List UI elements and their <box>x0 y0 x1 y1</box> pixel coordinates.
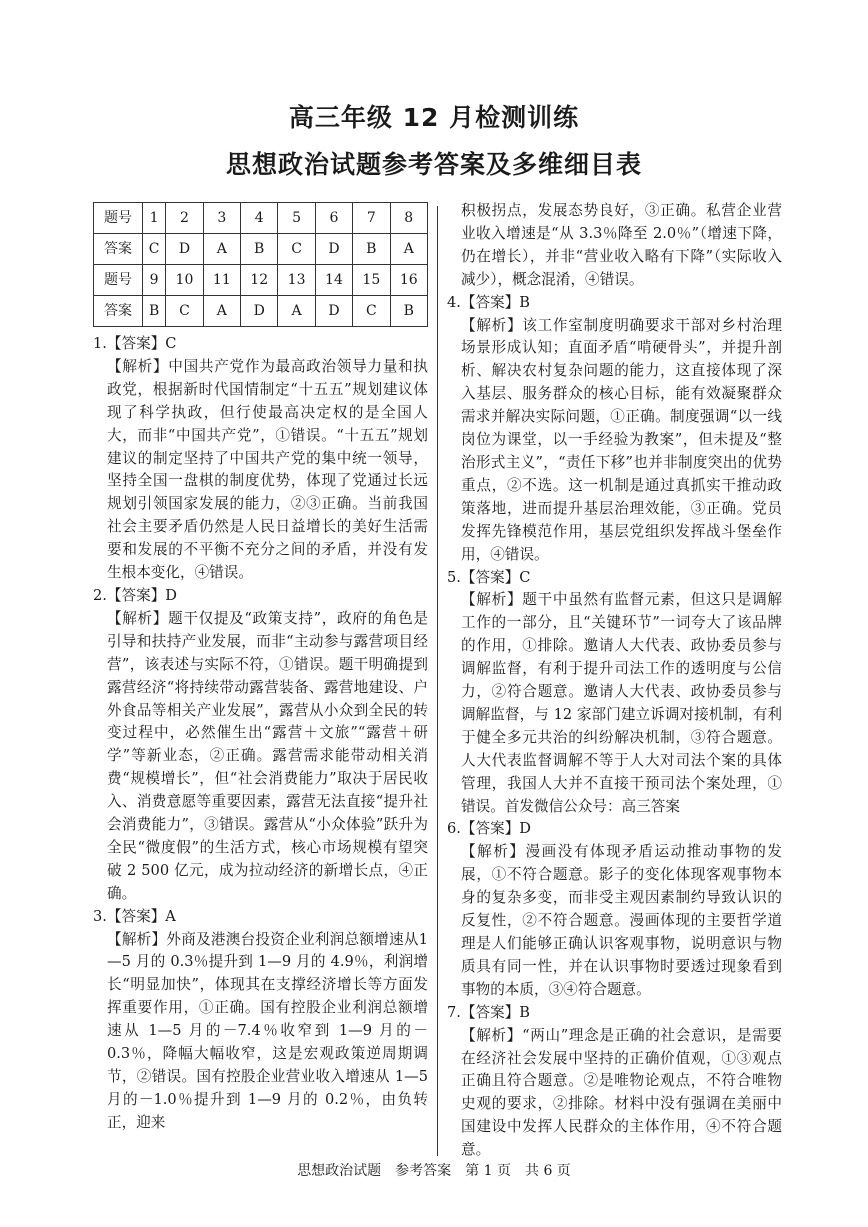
answer-analysis-continued: 积极拐点，发展态势良好，③正确。私营企业营业收入增速是“从 3.3％降至 2.0％”（增速下降，仍在增长），并非“营业收入略有下降”（实际收入减少），概念混淆，④错误。 <box>461 202 782 288</box>
table-cell: 13 <box>278 265 315 296</box>
answer-item <box>447 818 782 1001</box>
table-cell: 16 <box>390 265 427 296</box>
answer-analysis: 【解析】“两山”理念是正确的社会意识，是需要在经济社会发展中坚持的正确价值观，①③观点正确且符合题意。②是唯物论观点，不符合唯物史观的要求，②排除。材料中没有强调在美丽中国建设中发挥人民群众的主体作用，④不符合题意。 <box>461 1026 782 1159</box>
answer-heading: 6.【答案】D <box>447 820 531 838</box>
answer-analysis: 【解析】题干中虽然有监督元素，但这只是调解工作的一部分，且“关键环节”一词夸大了该品牌的作用，①排除。邀请人大代表、政协委员参与调解监督，有利于提升司法工作的透明度与公信力，②符合题意。邀请人大代表、政协委员参与调解监督，与 12 家部门建立诉调对接机制，有利于健全多元共治的纠纷解决机制，③符合题意。人大代表监督调解不等于人大对司法个案的具体管理，我国人大并不直接干预司法个案处理，①错误。首发微信公众号：高三答案 <box>461 591 782 815</box>
table-cell: A <box>203 296 240 327</box>
table-row <box>94 296 428 327</box>
table-cell: A <box>278 296 315 327</box>
table-cell: 2 <box>166 203 203 234</box>
answer-analysis: 【解析】中国共产党作为最高政治领导力量和执政党，根据新时代国情制定“十五五”规划建议体现了科学执政，但行使最高决定权的是全国人大，而非“中国共产党”，①错误。“十五五”规划建议的制定坚持了中国共产党的集中统一领导，坚持全国一盘棋的制度优势，体现了党通过长远规划引领国家发展的能力，②③正确。当前我国社会主要矛盾仍然是人民日益增长的美好生活需要和发展的不平衡不充分之间的矛盾，并没有发生根本变化，④错误。 <box>107 357 428 582</box>
answer-item <box>447 567 782 819</box>
answer-heading: 4.【答案】B <box>447 293 531 311</box>
table-cell: A <box>390 234 427 265</box>
table-cell: D <box>166 234 203 265</box>
table-cell: D <box>241 296 278 327</box>
table-cell: B <box>143 296 166 327</box>
answer-item <box>447 1002 782 1162</box>
table-row <box>94 203 428 234</box>
table-cell: C <box>166 296 203 327</box>
table-cell: C <box>143 234 166 265</box>
answer-analysis: 【解析】漫画没有体现矛盾运动推动事物的发展，①不符合题意。影子的变化体现客观事物本身的复杂多变，而非受主观因素制约导致认识的反复性，②不符合题意。漫画体现的主要哲学道理是人们能够正确认识客观事物，说明意识与物质具有同一性，并在认识事物时要透过现象看到事物的本质，③④符合题意。 <box>461 843 782 998</box>
table-cell: D <box>315 296 352 327</box>
table-cell: B <box>390 296 427 327</box>
table-cell: C <box>278 234 315 265</box>
answer-heading: 1.【答案】C <box>93 335 177 352</box>
answer-heading: 2.【答案】D <box>93 586 177 604</box>
table-cell: B <box>353 234 390 265</box>
table-cell: 14 <box>315 265 352 296</box>
row-label: 答案 <box>94 234 143 265</box>
table-cell: 1 <box>143 203 166 234</box>
answer-heading: 5.【答案】C <box>447 568 531 586</box>
answer-item <box>447 200 782 292</box>
table-cell: D <box>315 234 352 265</box>
row-label: 答案 <box>94 296 143 327</box>
left-column <box>93 200 428 1135</box>
answer-heading: 7.【答案】B <box>447 1003 531 1021</box>
table-cell: 11 <box>203 265 240 296</box>
table-cell: 15 <box>353 265 390 296</box>
right-column <box>447 200 782 1162</box>
table-cell: 3 <box>203 203 240 234</box>
table-row <box>94 265 428 296</box>
answer-item <box>93 585 428 906</box>
table-cell: 4 <box>241 203 278 234</box>
answer-analysis: 【解析】题干仅提及“政策支持”，政府的角色是引导和扶持产业发展，而非“主动参与露营项目经营”，该表述与实际不符，①错误。题干明确提到露营经济“将持续带动露营装备、露营地建设、户外食品等相关产业发展”，露营从小众到全民的转变过程中，必然催生出“露营＋文旅”“露营＋研学”等新业态，②正确。露营需求能带动相关消费“规模增长”，但“社会消费能力”取决于居民收入、消费意愿等重要因素，露营无法直接“提升社会消费能力”，③错误。露营从“小众体验”跃升为全民“微度假”的生活方式，核心市场规模有望突破 2 500 亿元，成为拉动经济的新增长点，④正确。 <box>107 609 428 902</box>
answer-table <box>93 202 428 327</box>
table-cell: 12 <box>241 265 278 296</box>
page-title: 高三年级 12 月检测训练 <box>288 103 580 132</box>
column-divider <box>437 206 438 1156</box>
table-cell: C <box>353 296 390 327</box>
page-subtitle: 思想政治试题参考答案及多维细目表 <box>225 150 642 179</box>
table-cell: A <box>203 234 240 265</box>
table-cell: 8 <box>390 203 427 234</box>
row-label: 题号 <box>94 265 143 296</box>
answer-item <box>447 292 782 567</box>
answer-heading: 3.【答案】A <box>93 907 176 925</box>
page-footer: 思想政治试题 参考答案 第 1 页 共 6 页 <box>297 1163 571 1179</box>
table-cell: 9 <box>143 265 166 296</box>
table-cell: B <box>241 234 278 265</box>
table-cell: 5 <box>278 203 315 234</box>
row-label: 题号 <box>94 203 143 234</box>
answer-item <box>93 906 428 1135</box>
table-cell: 6 <box>315 203 352 234</box>
answer-analysis: 【解析】该工作室制度明确要求干部对乡村治理场景形成认知；直面矛盾“啃硬骨头”，并提升剖析、解决农村复杂问题的能力，这直接体现了深入基层、服务群众的核心目标，能有效凝聚群众需求并解决实际问题，①正确。制度强调“以一线岗位为课堂，以一手经验为教案”，但未提及“整治形式主义”，“责任下移”也并非制度突出的优势重点，②不选。这一机制是通过真抓实干推动政策落地，进而提升基层治理效能，③正确。党员发挥先锋模范作用，基层党组织发挥战斗堡垒作用，④错误。 <box>461 316 782 563</box>
answer-analysis: 【解析】外商及港澳台投资企业利润总额增速从1—5 月的 0.3％提升到 1—9 月的 4.9％，利润增长“明显加快”，体现其在支撑经济增长等方面发挥重要作用，①正确。国有控股企业利润总额增速从 1—5 月的－7.4％收窄到 1—9 月的－0.3％，降幅大幅收窄，这是宏观政策逆周期调节，②错误。国有控股企业营业收入增速从 1—5 月的－1.0％提升到 1—9 月的 0.2％，由负转正，迎来 <box>107 930 428 1131</box>
table-cell: 7 <box>353 203 390 234</box>
answer-item <box>93 333 428 585</box>
table-row <box>94 234 428 265</box>
table-cell: 10 <box>166 265 203 296</box>
